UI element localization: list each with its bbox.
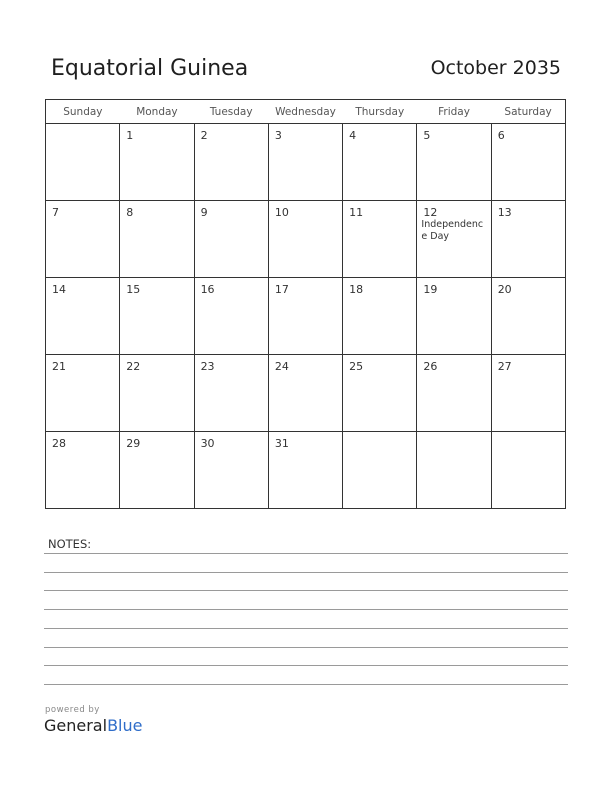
day-cell: [268, 355, 342, 432]
weekday-header-row: [46, 100, 566, 124]
day-cell: [194, 124, 268, 201]
day-number: 31: [274, 437, 289, 450]
brand-general: General: [44, 716, 108, 735]
day-cell: [417, 432, 491, 509]
day-number: 15: [126, 283, 141, 296]
day-number: 17: [274, 283, 289, 296]
day-cell: [417, 124, 491, 201]
day-number: 13: [497, 206, 512, 219]
day-number: 1: [126, 129, 134, 142]
day-number: 9: [200, 206, 208, 219]
day-number: 6: [497, 129, 505, 142]
day-cell: [46, 124, 120, 201]
day-cell: [120, 278, 194, 355]
day-number: 2: [200, 129, 208, 142]
day-number: 24: [274, 360, 289, 373]
day-number: 12: [423, 206, 438, 219]
note-line: [44, 684, 568, 685]
day-number: 3: [274, 129, 282, 142]
weekday-saturday: Saturday: [491, 100, 565, 124]
note-line: [44, 590, 568, 591]
day-number: 18: [349, 283, 364, 296]
day-number: 19: [423, 283, 438, 296]
day-cell: [268, 432, 342, 509]
day-cell: [343, 355, 417, 432]
generalblue-logo[interactable]: [44, 716, 142, 735]
day-number: 16: [200, 283, 215, 296]
day-number: 30: [200, 437, 215, 450]
weekday-tuesday: Tuesday: [194, 100, 268, 124]
day-cell: [268, 278, 342, 355]
day-number: 11: [349, 206, 364, 219]
day-number: 14: [52, 283, 66, 296]
weekday-thursday: Thursday: [343, 100, 417, 124]
day-cell: [491, 201, 565, 278]
powered-by-text: powered by: [45, 705, 100, 715]
day-cell: [194, 432, 268, 509]
day-cell: [120, 201, 194, 278]
day-cell: [120, 124, 194, 201]
day-number: 5: [423, 129, 431, 142]
day-cell: [194, 201, 268, 278]
notes-label: NOTES:: [48, 537, 92, 551]
weekday-friday: Friday: [417, 100, 491, 124]
note-line: [44, 609, 568, 610]
weekday-monday: Monday: [120, 100, 194, 124]
calendar-grid: [45, 99, 566, 509]
country-title: Equatorial Guinea: [51, 56, 249, 81]
day-cell: [491, 278, 565, 355]
day-number: 10: [274, 206, 289, 219]
day-cell: [46, 278, 120, 355]
day-cell: [268, 124, 342, 201]
day-cell: [343, 432, 417, 509]
brand-blue: Blue: [107, 716, 143, 735]
day-number: 21: [52, 360, 66, 373]
day-cell: [46, 201, 120, 278]
day-cell: [46, 432, 120, 509]
day-cell: [194, 355, 268, 432]
month-year: October 2035: [430, 57, 561, 79]
week-row: [46, 124, 566, 201]
day-cell: [343, 201, 417, 278]
day-number: 27: [497, 360, 512, 373]
day-number: 8: [126, 206, 134, 219]
note-line: [44, 628, 568, 629]
note-line: [44, 665, 568, 666]
day-cell: [194, 278, 268, 355]
day-cell: [417, 201, 491, 278]
day-cell: [343, 124, 417, 201]
day-cell: [120, 355, 194, 432]
day-cell: [491, 355, 565, 432]
week-row: [46, 278, 566, 355]
day-number: 20: [497, 283, 512, 296]
day-number: 7: [52, 206, 59, 219]
weekday-sunday: Sunday: [46, 100, 120, 124]
day-cell: [491, 432, 565, 509]
week-row: [46, 201, 566, 278]
day-number: 28: [52, 437, 66, 450]
day-cell: [417, 278, 491, 355]
holiday-label: Independence Day: [421, 219, 484, 242]
day-number: 29: [126, 437, 141, 450]
note-line: [44, 647, 568, 648]
day-number: 25: [349, 360, 364, 373]
note-line: [44, 572, 568, 573]
day-cell: [46, 355, 120, 432]
day-number: 4: [349, 129, 357, 142]
day-number: 26: [423, 360, 438, 373]
week-row: [46, 432, 566, 509]
day-cell: [268, 201, 342, 278]
day-number: 22: [126, 360, 141, 373]
day-cell: [120, 432, 194, 509]
note-line: [44, 553, 568, 554]
day-cell: [343, 278, 417, 355]
day-cell: [417, 355, 491, 432]
week-row: [46, 355, 566, 432]
day-number: 23: [200, 360, 215, 373]
day-cell: [491, 124, 565, 201]
weekday-wednesday: Wednesday: [268, 100, 342, 124]
